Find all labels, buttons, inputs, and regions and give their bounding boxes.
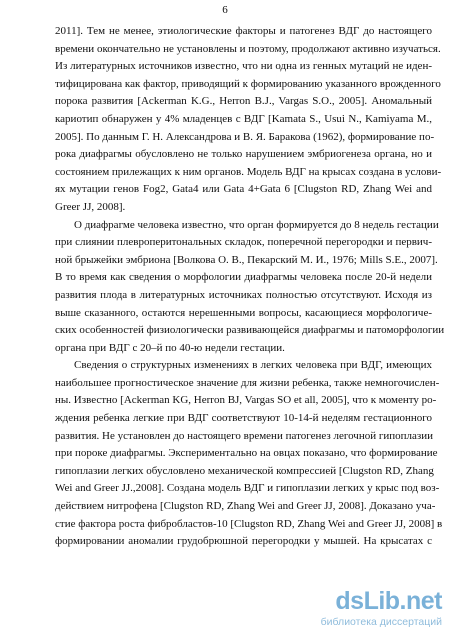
text-line: формировании аномалии грудобрюшной перегородки у мышей. На крысатах с bbox=[55, 535, 432, 548]
text-line: ских особенностей физиологически развивающейся диафрагмы и патоморфологии bbox=[55, 324, 445, 337]
text-line: ной брыжейки эмбриона [Волкова О. В., Пекарский М. И., 1976; Mills S.E., 2007]. bbox=[55, 253, 438, 266]
text-line: ях мутации генов Fog2, Gata4 или Gata 4+Gata 6 [Clugston RD, Zhang Wei and bbox=[55, 183, 432, 196]
text-line: действием нитрофена [Clugston RD, Zhang Wei and Greer JJ, 2008]. Доказано уча- bbox=[55, 500, 436, 513]
text-line: при пороке диафрагмы. Экспериментально на овцах показано, что формирование bbox=[55, 447, 438, 460]
text-line: ждения ребенка легкие при ВДГ соответствуют 10-14-й неделям гестационного bbox=[55, 412, 432, 425]
text-line: рока диафрагмы обусловлено не только нарушением эмбриогенеза органа, но и bbox=[55, 148, 432, 161]
text-line: развития плода в литературных источниках полностью отсутствуют. Исходя из bbox=[55, 288, 432, 301]
text-line: ны. Известно [Ackerman KG, Herron BJ, Vargas SO et all, 2005], что к моменту ро- bbox=[55, 394, 437, 407]
watermark-caption: библиотека диссертаций bbox=[320, 616, 442, 628]
text-line: кариотип обнаружен у 4% младенцев с ВДГ [Kamata S., Usui N., Kamiyama M., bbox=[55, 112, 432, 125]
text-line: Из литературных источников известно, что ни одна из генных мутаций не иден- bbox=[55, 60, 432, 73]
text-line: 2005]. По данным Г. Н. Александрова и В. Я. Баракова (1962), формирование по- bbox=[55, 130, 435, 143]
text-line: О диафрагме человека известно, что орган формируется до 8 недель гестации bbox=[74, 218, 439, 231]
page-number: 6 bbox=[222, 4, 228, 16]
text-line: состоянием прилежащих к ним органов. Модель ВДГ на крысах создана в услови- bbox=[55, 165, 442, 178]
text-line: тифицирована как фактор, приводящий к формированию указанного врожденного bbox=[55, 77, 441, 90]
body-text bbox=[55, 23, 445, 551]
text-line: выше сказанного, остаются нерешенными вопросы, касающиеся морфологиче- bbox=[55, 306, 432, 319]
text-line: порока развития [Ackerman K.G., Herron B.J., Vargas S.O., 2005]. Аномальный bbox=[55, 95, 432, 108]
text-line: развития. Не установлен до настоящего времени патогенез легочной гипоплазии bbox=[55, 429, 434, 442]
text-line: стие фактора роста фибробластов-10 [Clugston RD, Zhang Wei and Greer JJ, 2008] в bbox=[55, 517, 443, 530]
text-line: при слиянии плевроперитональных складок, поперечной перегородки и первич- bbox=[55, 236, 432, 249]
text-line: времени окончательно не установлены и поэтому, продолжают активно изучаться. bbox=[55, 42, 441, 55]
text-line: органа при ВДГ с 20–й по 40-ю недели гестации. bbox=[55, 341, 285, 354]
watermark-logo: dsLib.net bbox=[335, 587, 442, 615]
text-line: Сведения о структурных изменениях в легких человека при ВДГ, имеющих bbox=[74, 359, 432, 372]
text-line: В то время как сведения о морфологии диафрагмы человека после 20-й недели bbox=[55, 271, 432, 284]
text-line: наибольшее прогностическое значение для жизни ребенка, также немногочислен- bbox=[55, 376, 440, 389]
text-line: Greer JJ, 2008]. bbox=[55, 200, 126, 213]
watermark bbox=[292, 587, 442, 631]
text-line: 2011]. Тем не менее, этиологические факторы и патогенез ВДГ до настоящего bbox=[55, 25, 432, 37]
text-line: Wei and Greer JJ.,2008]. Создана модель ВДГ и гипоплазии легких у крыс под воз- bbox=[55, 482, 440, 495]
text-line: гипоплазии легких обусловлено механической компрессией [Clugston RD, Zhang bbox=[55, 464, 434, 477]
